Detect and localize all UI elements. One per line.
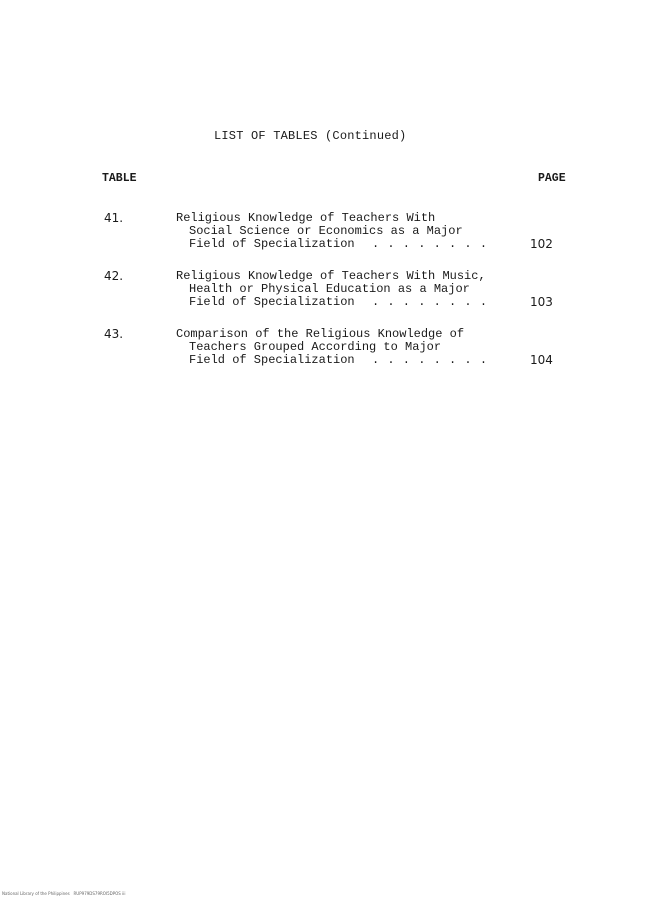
entry-number: 41. — [104, 211, 124, 225]
entry-title-line: Comparison of the Religious Knowledge of — [176, 327, 465, 341]
entry-title-line: Health or Physical Education as a Major — [189, 282, 470, 296]
scan-footer-note: National Library of the Philippines RUP979DS79ROI5DPOS iii — [2, 891, 126, 896]
entry-title-line: Field of Specialization — [189, 237, 355, 251]
entry-page-number: 102 — [530, 237, 553, 251]
entry-title-line: Field of Specialization — [189, 295, 355, 309]
entry-title-line: Religious Knowledge of Teachers With — [176, 211, 436, 225]
dot-leaders: . . . . . . . . — [372, 295, 488, 309]
entry-number: 42. — [104, 269, 124, 283]
entry-title-line: Field of Specialization — [189, 353, 355, 367]
entry-title-line: Social Science or Economics as a Major — [189, 224, 463, 238]
dot-leaders: . . . . . . . . — [372, 237, 488, 251]
column-header-page: PAGE — [538, 172, 566, 185]
entry-title-line: Teachers Grouped According to Major — [189, 340, 442, 354]
dot-leaders: . . . . . . . . — [372, 353, 488, 367]
entry-page-number: 103 — [530, 295, 553, 309]
column-header-table: TABLE — [102, 172, 137, 185]
page-title: LIST OF TABLES (Continued) — [214, 129, 407, 143]
entry-page-number: 104 — [530, 353, 553, 367]
entry-number: 43. — [104, 327, 124, 341]
entry-title-line: Religious Knowledge of Teachers With Music, — [176, 269, 486, 283]
